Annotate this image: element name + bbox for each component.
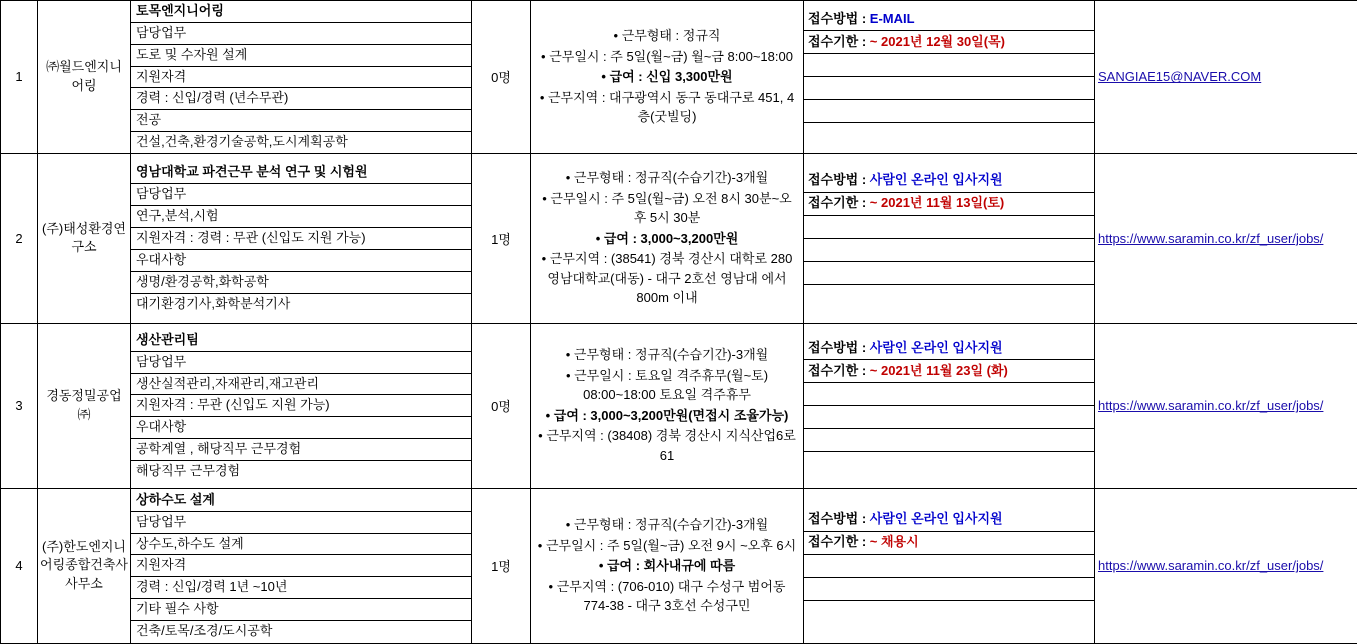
job-detail-line: 연구,분석,시험 — [131, 206, 471, 228]
job-detail-line: 상수도,하수도 설계 — [131, 533, 471, 555]
apply-empty-row — [804, 554, 1094, 577]
work-terms-cell — [531, 323, 804, 488]
job-detail-line: 지원자격 : 무관 (신입도 지원 가능) — [131, 395, 471, 417]
company-name: (주)태성환경연구소 — [38, 218, 130, 260]
apply-method-row — [804, 170, 1094, 193]
table-row — [1, 1, 1357, 154]
apply-link[interactable]: https://www.saramin.co.kr/zf_user/jobs/ — [1095, 396, 1357, 415]
apply-deadline-row — [804, 192, 1094, 215]
job-detail-line: 지원자격 — [131, 66, 471, 88]
work-term-item: • 근무형태 : 정규직(수습기간)-3개월 — [537, 515, 797, 535]
work-term-item: • 근무일시 : 주 5일(월~금) 오전 9시 ~오후 6시 — [537, 536, 797, 556]
work-term-item-salary: • 급여 : 3,000~3,200만원(면접시 조율가능) — [537, 406, 797, 426]
apply-deadline-value: ~ 2021년 11월 23일 (화) — [870, 363, 1008, 378]
apply-empty-row — [804, 406, 1094, 429]
row-number: 2 — [15, 231, 22, 246]
apply-info-list — [804, 8, 1094, 145]
apply-method-label: 접수방법 : — [808, 11, 870, 26]
work-terms-list — [531, 24, 803, 130]
job-detail-line: 건설,건축,환경기술공학,도시계획공학 — [131, 132, 471, 153]
work-term-text: 급여 : 3,000~3,200만원 — [604, 231, 738, 246]
work-term-item-salary: • 급여 : 회사내규에 따름 — [537, 556, 797, 576]
work-term-text: 근무일시 : 주 5일(월~금) 오전 8시 30분~오후 5시 30분 — [550, 191, 791, 226]
row-number-cell — [1, 488, 38, 643]
job-title: 토목엔지니어링 — [131, 1, 471, 22]
table-row — [1, 153, 1357, 323]
work-term-text: 근무지역 : (706-010) 대구 수성구 범어동 774-38 - 대구 3호선 수성구민 — [557, 579, 786, 614]
job-detail-line: 우대사항 — [131, 417, 471, 439]
apply-deadline-value: ~ 채용시 — [870, 534, 919, 549]
job-detail-cell — [131, 323, 472, 488]
job-detail-cell — [131, 488, 472, 643]
job-title: 생산관리팀 — [131, 330, 471, 351]
apply-empty-row — [804, 577, 1094, 600]
headcount: 0명 — [491, 70, 511, 85]
row-number: 3 — [15, 398, 22, 413]
apply-info-cell — [804, 323, 1095, 488]
apply-empty-row — [804, 284, 1094, 307]
apply-method-label: 접수방법 : — [808, 340, 870, 355]
apply-method-row — [804, 8, 1094, 31]
job-detail-list — [131, 1, 471, 153]
work-term-item: • 근무지역 : (38408) 경북 경산시 지식산업6로 61 — [537, 426, 797, 465]
work-terms-list — [531, 166, 803, 311]
apply-link-cell[interactable] — [1095, 488, 1357, 643]
job-title: 상하수도 설계 — [131, 490, 471, 511]
work-term-item: • 근무일시 : 토요일 격주휴무(월~토) 08:00~18:00 토요일 격주휴무 — [537, 366, 797, 405]
job-detail-line: 공학계열 , 해당직무 근무경험 — [131, 439, 471, 461]
work-term-text: 근무지역 : (38541) 경북 경산시 대학로 280 영남대학교(대동) - 대구 2호선 영남대 에서 800m 이내 — [547, 251, 792, 305]
headcount: 0명 — [491, 399, 511, 414]
company-name: (주)한도엔지니어링종합건축사사무소 — [38, 536, 130, 597]
work-term-item-salary: • 급여 : 3,000~3,200만원 — [537, 229, 797, 249]
work-term-text: 근무일시 : 주 5일(월~금) 월~금 8:00~18:00 — [549, 49, 793, 64]
apply-link[interactable]: https://www.saramin.co.kr/zf_user/jobs/ — [1095, 556, 1357, 575]
apply-empty-row — [804, 100, 1094, 123]
work-term-item: • 근무일시 : 주 5일(월~금) 월~금 8:00~18:00 — [537, 47, 797, 67]
row-number: 4 — [15, 558, 22, 573]
apply-info-list — [804, 170, 1094, 307]
apply-link-cell[interactable] — [1095, 153, 1357, 323]
work-term-item: • 근무일시 : 주 5일(월~금) 오전 8시 30분~오후 5시 30분 — [537, 189, 797, 228]
apply-deadline-label: 접수기한 : — [808, 534, 870, 549]
job-detail-line: 전공 — [131, 110, 471, 132]
job-detail-line: 담당업무 — [131, 22, 471, 44]
apply-deadline-row — [804, 31, 1094, 54]
job-detail-list — [131, 490, 471, 642]
apply-empty-row — [804, 452, 1094, 475]
job-detail-line: 건축/토목/조경/도시공학 — [131, 621, 471, 642]
work-term-text: 근무지역 : 대구광역시 동구 동대구로 451, 4층(굿빌딩) — [548, 90, 794, 125]
job-detail-line: 생산실적관리,자재관리,재고관리 — [131, 373, 471, 395]
job-detail-line: 경력 : 신입/경력 (년수무관) — [131, 88, 471, 110]
work-term-item: • 근무형태 : 정규직 — [537, 26, 797, 46]
work-term-item: • 근무지역 : (706-010) 대구 수성구 범어동 774-38 - 대구 3호선 수성구민 — [537, 577, 797, 616]
row-number-cell — [1, 1, 38, 154]
apply-empty-row — [804, 215, 1094, 238]
apply-method-value: 사람인 온라인 입사지원 — [870, 511, 1003, 526]
apply-empty-row — [804, 261, 1094, 284]
work-terms-cell — [531, 153, 804, 323]
company-name-cell — [38, 488, 131, 643]
apply-link-cell[interactable] — [1095, 323, 1357, 488]
apply-method-label: 접수방법 : — [808, 511, 870, 526]
table-body — [1, 1, 1357, 644]
job-detail-list — [131, 330, 471, 482]
apply-link-cell[interactable] — [1095, 1, 1357, 154]
work-term-text: 근무형태 : 정규직(수습기간)-3개월 — [574, 170, 768, 185]
job-detail-list — [131, 162, 471, 314]
apply-deadline-row — [804, 360, 1094, 383]
work-term-item-salary: • 급여 : 신입 3,300만원 — [537, 67, 797, 87]
table-row — [1, 323, 1357, 488]
apply-deadline-value: ~ 2021년 11월 13일(토) — [870, 195, 1004, 210]
work-term-text: 급여 : 회사내규에 따름 — [607, 558, 735, 573]
apply-empty-row — [804, 600, 1094, 623]
headcount-cell — [472, 1, 531, 154]
work-terms-list — [531, 343, 803, 468]
apply-empty-row — [804, 383, 1094, 406]
headcount-cell — [472, 488, 531, 643]
job-detail-line: 해당직무 근무경험 — [131, 461, 471, 482]
work-term-text: 근무일시 : 토요일 격주휴무(월~토) 08:00~18:00 토요일 격주휴무 — [574, 368, 768, 403]
work-term-text: 근무지역 : (38408) 경북 경산시 지식산업6로 61 — [546, 428, 796, 463]
work-term-text: 근무일시 : 주 5일(월~금) 오전 9시 ~오후 6시 — [546, 538, 796, 553]
work-term-text: 근무형태 : 정규직(수습기간)-3개월 — [574, 347, 768, 362]
apply-deadline-label: 접수기한 : — [808, 195, 870, 210]
job-detail-line: 기타 필수 사항 — [131, 599, 471, 621]
headcount-cell — [472, 323, 531, 488]
work-term-item: • 근무형태 : 정규직(수습기간)-3개월 — [537, 345, 797, 365]
apply-method-row — [804, 337, 1094, 360]
apply-info-cell — [804, 1, 1095, 154]
company-name-cell — [38, 323, 131, 488]
company-name: ㈜월드엔지니어링 — [38, 56, 130, 98]
apply-deadline-row — [804, 531, 1094, 554]
work-terms-list — [531, 513, 803, 619]
headcount: 1명 — [491, 232, 511, 247]
job-detail-cell — [131, 153, 472, 323]
job-detail-line: 담당업무 — [131, 351, 471, 373]
apply-deadline-label: 접수기한 : — [808, 363, 870, 378]
headcount-cell — [472, 153, 531, 323]
apply-method-value: 사람인 온라인 입사지원 — [870, 172, 1003, 187]
work-term-item: • 근무지역 : (38541) 경북 경산시 대학로 280 영남대학교(대동) - 대구 2호선 영남대 에서 800m 이내 — [537, 249, 797, 308]
apply-info-list — [804, 509, 1094, 623]
row-number: 1 — [15, 69, 22, 84]
work-terms-cell — [531, 488, 804, 643]
company-name-cell — [38, 1, 131, 154]
headcount: 1명 — [491, 559, 511, 574]
table-row — [1, 488, 1357, 643]
apply-link[interactable]: https://www.saramin.co.kr/zf_user/jobs/ — [1095, 229, 1357, 248]
work-term-text: 근무형태 : 정규직 — [622, 28, 721, 43]
apply-method-row — [804, 509, 1094, 532]
work-terms-cell — [531, 1, 804, 154]
job-detail-line: 대기환경기사,화학분석기사 — [131, 293, 471, 314]
work-term-text: 급여 : 3,000~3,200만원(면접시 조율가능) — [554, 408, 789, 423]
apply-empty-row — [804, 123, 1094, 146]
job-detail-line: 경력 : 신입/경력 1년 ~10년 — [131, 577, 471, 599]
apply-link[interactable]: SANGIAE15@NAVER.COM — [1095, 67, 1357, 86]
work-term-text: 근무형태 : 정규직(수습기간)-3개월 — [574, 517, 768, 532]
apply-empty-row — [804, 54, 1094, 77]
job-detail-line: 담당업무 — [131, 184, 471, 206]
apply-empty-row — [804, 238, 1094, 261]
apply-deadline-label: 접수기한 : — [808, 34, 870, 49]
job-detail-line: 도로 및 수자원 설계 — [131, 44, 471, 66]
job-detail-cell — [131, 1, 472, 154]
apply-info-cell — [804, 153, 1095, 323]
apply-method-value: 사람인 온라인 입사지원 — [870, 340, 1003, 355]
apply-info-cell — [804, 488, 1095, 643]
work-term-text: 급여 : 신입 3,300만원 — [610, 69, 733, 84]
job-detail-line: 지원자격 — [131, 555, 471, 577]
apply-method-label: 접수방법 : — [808, 172, 870, 187]
apply-info-list — [804, 337, 1094, 474]
job-detail-line: 생명/환경공학,화학공학 — [131, 271, 471, 293]
job-detail-line: 담당업무 — [131, 511, 471, 533]
apply-empty-row — [804, 77, 1094, 100]
job-detail-line: 우대사항 — [131, 249, 471, 271]
company-name: 경동정밀공업㈜ — [38, 385, 130, 427]
work-term-item: • 근무형태 : 정규직(수습기간)-3개월 — [537, 168, 797, 188]
apply-method-value: E-MAIL — [870, 11, 915, 26]
row-number-cell — [1, 323, 38, 488]
job-title: 영남대학교 파견근무 분석 연구 및 시험원 — [131, 162, 471, 183]
apply-deadline-value: ~ 2021년 12월 30일(목) — [870, 34, 1005, 49]
work-term-item: • 근무지역 : 대구광역시 동구 동대구로 451, 4층(굿빌딩) — [537, 88, 797, 127]
job-detail-line: 지원자격 : 경력 : 무관 (신입도 지원 가능) — [131, 227, 471, 249]
apply-empty-row — [804, 429, 1094, 452]
company-name-cell — [38, 153, 131, 323]
row-number-cell — [1, 153, 38, 323]
